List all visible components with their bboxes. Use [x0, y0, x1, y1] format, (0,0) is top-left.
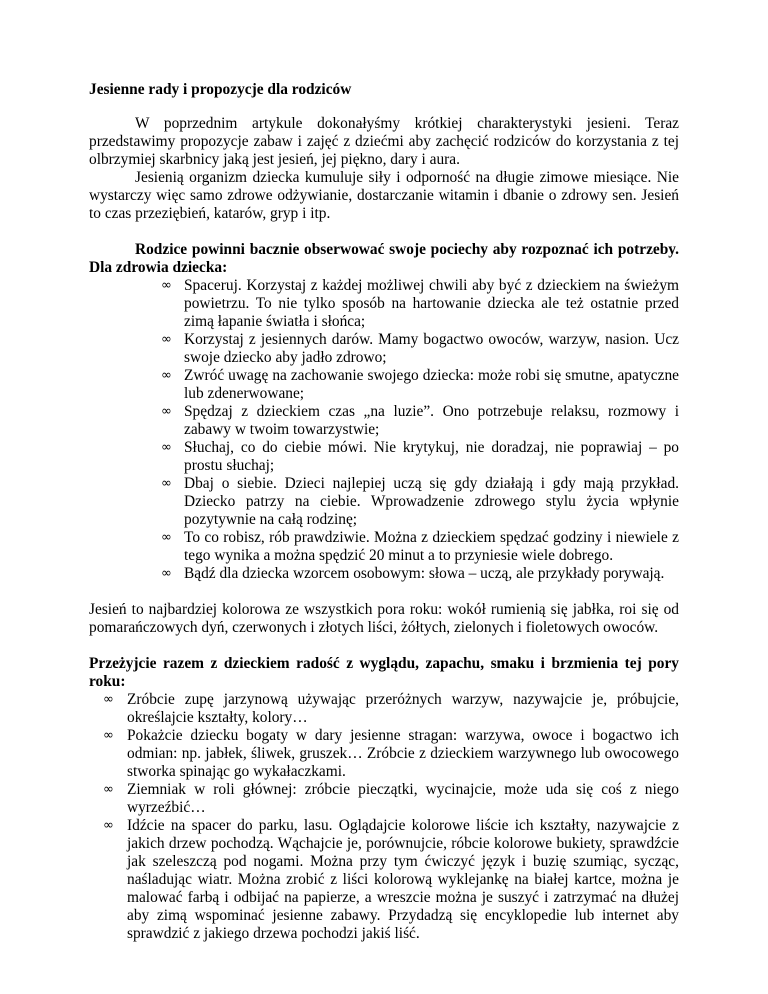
health-tips-list: [89, 277, 679, 583]
list-item: [89, 439, 679, 475]
list-item-text: Słuchaj, co do ciebie mówi. Nie krytykuj, nie doradzaj, nie poprawiaj – po prostu słuchaj;: [184, 439, 679, 474]
section2-heading: Przeżyjcie razem z dzieckiem radość z wyglądu, zapachu, smaku i brzmienia tej pory roku:: [89, 655, 679, 690]
list-item-text: Spędzaj z dzieckiem czas „na luzie”. Ono potrzebuje relaksu, rozmowy i zabawy w twoim towarzystwie;: [184, 403, 679, 438]
list-item: [89, 817, 679, 943]
list-item-text: Pokażcie dziecku bogaty w dary jesienne stragan: warzywa, owoce i bogactwo ich odmian: np. jabłek, śliwek, gruszek… Zróbcie z dzieckiem warzywnego lub owocowego stworka spinając go wykałaczkami.: [127, 727, 679, 780]
list-item-text: Spaceruj. Korzystaj z każdej możliwej chwili aby być z dzieckiem na świeżym powietrzu. To nie tylko sposób na hartowanie dziecka ale też ostatnie przed zimą łapanie światła i słońca;: [184, 277, 679, 330]
list-item: [89, 367, 679, 403]
spacer: [89, 223, 679, 241]
infinity-bullet-icon: ∞: [103, 692, 114, 707]
section1-heading: Rodzice powinni bacznie obserwować swoje pociechy aby rozpoznać ich potrzeby. Dla zdrowia dziecka:: [89, 241, 679, 276]
list-item: [89, 727, 679, 781]
list-item: [89, 691, 679, 727]
infinity-bullet-icon: ∞: [161, 368, 172, 383]
infinity-bullet-icon: ∞: [161, 440, 172, 455]
list-item-text: Korzystaj z jesiennych darów. Mamy bogactwo owoców, warzyw, nasion. Ucz swoje dziecko aby jadło zdrowo;: [184, 331, 679, 366]
document-body: [89, 81, 679, 943]
list-item-text: To co robisz, rób prawdziwie. Można z dzieckiem spędzać godziny i niewiele z tego wynika a można spędzić 20 minut a to przyniesie wiele dobrego.: [184, 529, 679, 564]
infinity-bullet-icon: ∞: [161, 278, 172, 293]
document-title: Jesienne rady i propozycje dla rodziców: [89, 81, 352, 98]
list-item: [89, 475, 679, 529]
spacer: [89, 583, 679, 601]
intro-paragraph-1: W poprzednim artykule dokonałyśmy krótkiej charakterystyki jesieni. Teraz przedstawimy propozycje zabaw i zajęć z dziećmi aby zachęcić rodziców do korzystania z tej olbrzymiej skarbnicy jaką jest jesień, jej piękno, dary i aura.: [89, 115, 679, 168]
infinity-bullet-icon: ∞: [161, 476, 172, 491]
list-item: [89, 529, 679, 565]
autumn-paragraph: Jesień to najbardziej kolorowa ze wszystkich pora roku: wokół rumienią się jabłka, roi się od pomarańczowych dyń, czerwonych i złotych liści, żółtych, zielonych i fioletowych owoców.: [89, 601, 679, 636]
list-item: [89, 331, 679, 367]
infinity-bullet-icon: ∞: [161, 404, 172, 419]
spacer: [89, 637, 679, 655]
list-item-text: Bądź dla dziecka wzorcem osobowym: słowa – uczą, ale przykłady porywają.: [184, 565, 665, 582]
list-item-text: Zwróć uwagę na zachowanie swojego dziecka: może robi się smutne, apatyczne lub zdenerwowane;: [184, 367, 679, 402]
list-item: [89, 403, 679, 439]
infinity-bullet-icon: ∞: [161, 566, 172, 581]
infinity-bullet-icon: ∞: [161, 332, 172, 347]
list-item: [89, 565, 679, 583]
list-item-text: Ziemniak w roli głównej: zróbcie pieczątki, wycinajcie, może uda się coś z niego wyrzeźbić…: [127, 781, 679, 816]
infinity-bullet-icon: ∞: [103, 782, 114, 797]
activities-list: [89, 691, 679, 943]
infinity-bullet-icon: ∞: [103, 728, 114, 743]
list-item-text: Zróbcie zupę jarzynową używając przeróżnych warzyw, nazywajcie je, próbujcie, określajcie kształty, kolory…: [127, 691, 679, 726]
list-item: [89, 781, 679, 817]
intro-paragraph-2: Jesienią organizm dziecka kumuluje siły i odporność na długie zimowe miesiące. Nie wystarczy więc samo zdrowe odżywianie, dostarczanie witamin i dbanie o zdrowy sen. Jesień to czas przeziębień, katarów, gryp i itp.: [89, 169, 679, 222]
infinity-bullet-icon: ∞: [103, 818, 114, 833]
list-item-text: Dbaj o siebie. Dzieci najlepiej uczą się gdy działają i gdy mają przykład. Dziecko patrzy na ciebie. Wprowadzenie zdrowego stylu życia wpłynie pozytywnie na całą rodzinę;: [184, 475, 679, 528]
list-item-text: Idźcie na spacer do parku, lasu. Oglądajcie kolorowe liście ich kształty, nazywajcie z jakich drzew pochodzą. Wąchajcie je, porównujcie, róbcie kolorowe bukiety, sprawdźcie jak szeleszczą pod nogami. Można przy tym ćwiczyć język i buzię szumiąc, sycząc, naśladując wiatr. Można zrobić z liści kolorową wyklejankę na białej kartce, można je malować farbą i odbijać na papierze, a wreszcie można je suszyć i zatrzymać na dłużej aby zimą wspominać jesienne zabawy. Przydadzą się encyklopedie lub internet aby sprawdzić z jakiego drzewa pochodzi jakiś liść.: [127, 817, 679, 942]
infinity-bullet-icon: ∞: [161, 530, 172, 545]
list-item: [89, 277, 679, 331]
